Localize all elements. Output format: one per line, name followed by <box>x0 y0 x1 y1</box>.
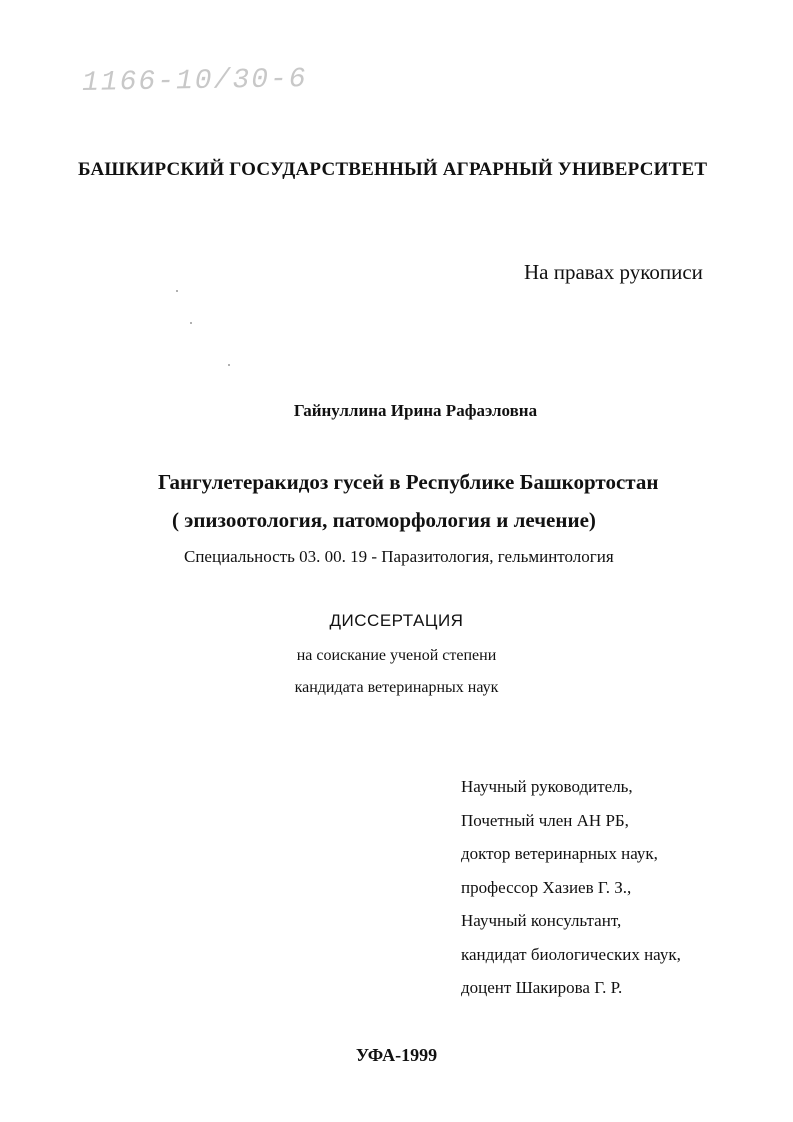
degree-line-2: кандидата ветеринарных наук <box>294 679 499 696</box>
supervisor-line: Научный руководитель, <box>461 777 633 796</box>
supervisor-line: Почетный член АН РБ, <box>461 810 629 830</box>
author-name: Гайнуллина Ирина Рафаэловна <box>293 401 538 420</box>
dissertation-title: Гангулетеракидоз гусей в Республике Башкортостан <box>158 470 659 494</box>
consultant-line: доцент Шакирова Г. Р. <box>461 978 623 997</box>
dissertation-subtitle: ( эпизоотология, патоморфология и лечение) <box>172 508 596 532</box>
document-type: ДИССЕРТАЦИЯ <box>329 611 464 630</box>
scan-speck <box>176 290 178 292</box>
scan-speck <box>190 322 192 324</box>
university-name: БАШКИРСКИЙ ГОСУДАРСТВЕННЫЙ АГРАРНЫЙ УНИВЕРСИТЕТ <box>78 159 708 180</box>
degree-line-1: на соискание ученой степени <box>296 647 497 664</box>
rights-notice: На правах рукописи <box>524 260 703 284</box>
consultant-line: Научный консультант, <box>461 911 622 930</box>
city-year: УФА-1999 <box>355 1045 438 1065</box>
consultant-line: кандидат биологических наук, <box>461 944 681 964</box>
specialty-line: Специальность 03. 00. 19 - Паразитология, гельминтология <box>184 547 614 566</box>
supervisor-line: доктор ветеринарных наук, <box>461 844 658 863</box>
scan-speck <box>228 364 230 366</box>
supervisor-line: профессор Хазиев Г. З., <box>461 877 632 897</box>
supervisor-block <box>461 778 761 1013</box>
archive-stamp-handwriting: 1166-10/30-6 <box>81 64 308 99</box>
